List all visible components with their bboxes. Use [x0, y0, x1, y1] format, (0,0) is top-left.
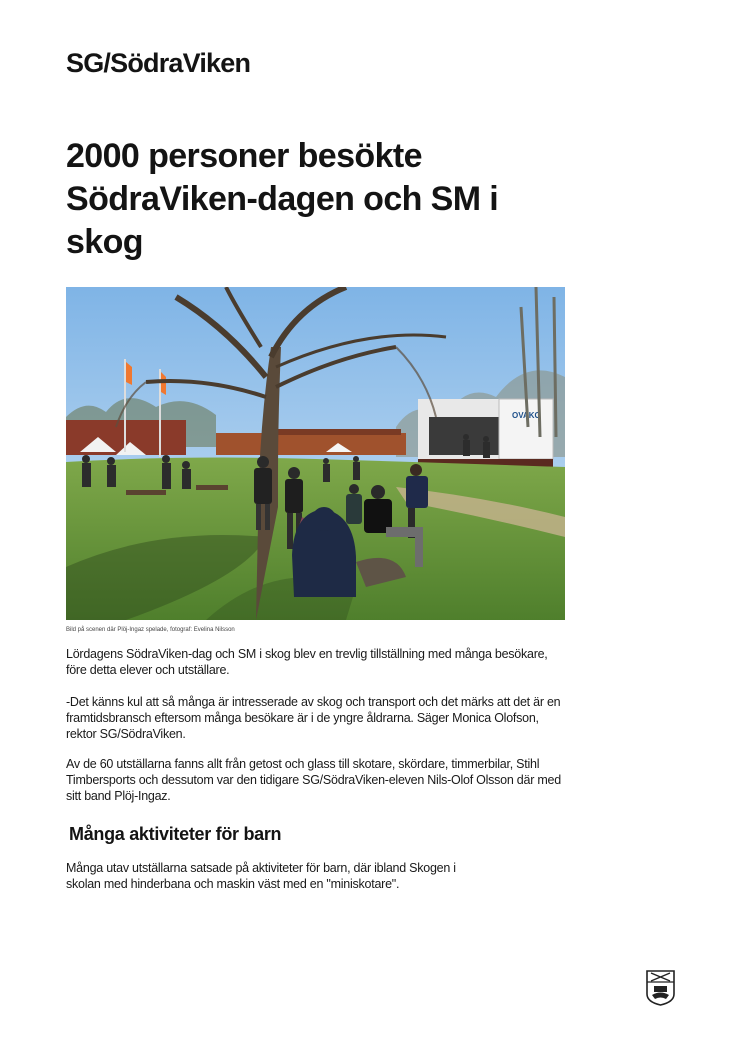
school-emblem-icon — [646, 970, 675, 1006]
page-title: 2000 personer besökte SödraViken-dagen och SM i skog — [66, 137, 499, 261]
article-paragraph: Många utav utställarna satsade på aktiviteter för barn, där ibland Skogen i skolan med hinderbana och maskin väst med en "miniskotare". — [66, 861, 456, 891]
article-paragraph: -Det känns kul att så många är intresserade av skog och transport och det märks att det är en framtidsbransch eftersom många besökare är i de yngre åldrarna. Säger Monica Olofson, rektor SG/SödraViken. — [66, 695, 561, 741]
article-photo — [66, 287, 565, 620]
section-heading: Många aktiviteter för barn — [69, 824, 282, 844]
photo-caption: Bild på scenen där Plöj-Ingaz spelade, fotograf: Evelina Nilsson — [66, 627, 235, 633]
stage-sign: OVAKO — [512, 411, 541, 420]
article-paragraph: Lördagens SödraViken-dag och SM i skog blev en trevlig tillställning med många besökare, före detta elever och utställare. — [66, 647, 548, 677]
logo: SG/SödraViken — [66, 48, 251, 78]
article-paragraph: Av de 60 utställarna fanns allt från getost och glass till skotare, skördare, timmerbilar, Stihl Timbersports och dessutom var den tidigare SG/SödraViken-eleven Nils-Olof Olsson där med sitt band Plöj-Ingaz. — [66, 757, 561, 803]
